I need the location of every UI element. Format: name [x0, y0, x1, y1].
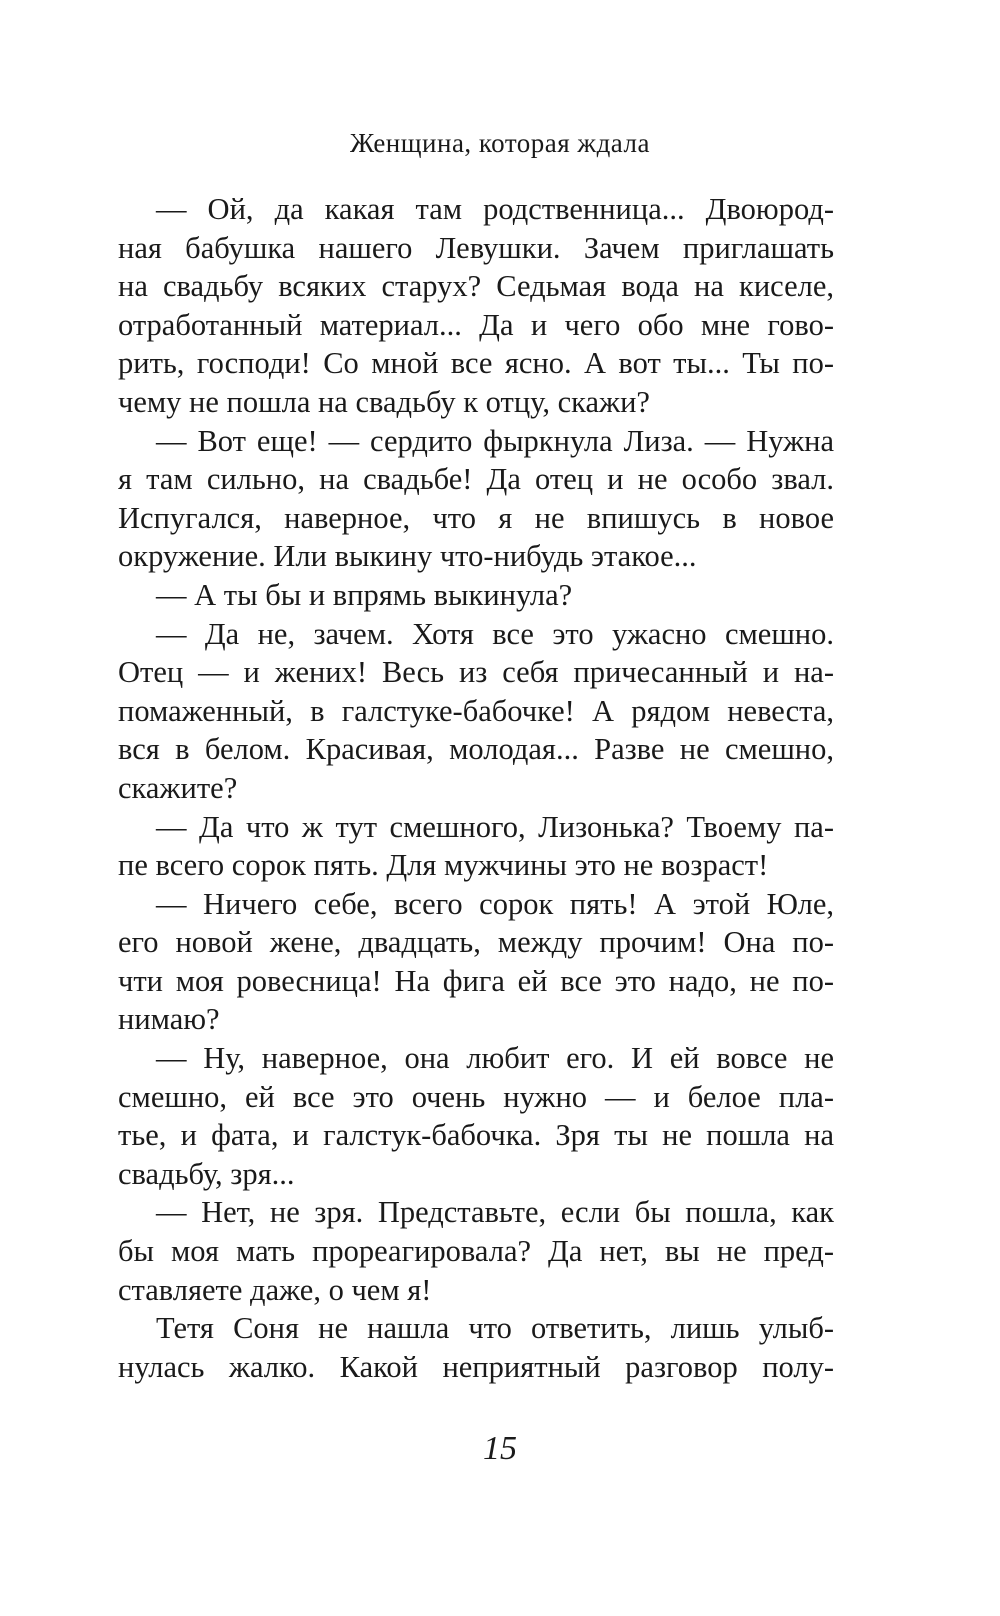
- text-line: я там сильно, на свадьбе! Да отец и не особо звал.: [118, 462, 834, 497]
- text-line: пе всего сорок пять. Для мужчины это не возраст!: [118, 848, 769, 883]
- text-line: чти моя ровесница! На фига ей все это надо, не по-: [118, 963, 834, 998]
- text-line: вся в белом. Красивая, молодая... Разве не смешно,: [118, 732, 834, 767]
- text-line: — Нет, не зря. Представьте, если бы пошла, как: [156, 1195, 834, 1230]
- text-line: свадьбу, зря...: [118, 1156, 295, 1191]
- running-header: Женщина, которая ждала: [350, 128, 650, 158]
- text-line: — А ты бы и впрямь выкинула?: [156, 577, 573, 612]
- text-line: ная бабушка нашего Левушки. Зачем приглашать: [118, 230, 834, 265]
- text-line: бы моя мать прореагировала? Да нет, вы не пред-: [118, 1234, 834, 1269]
- text-line: нимаю?: [118, 1002, 220, 1037]
- text-line: нулась жалко. Какой неприятный разговор полу-: [118, 1349, 834, 1384]
- text-line: окружение. Или выкину что-нибудь этакое...: [118, 539, 697, 574]
- text-line: его новой жене, двадцать, между прочим! Она по-: [118, 925, 834, 960]
- text-line: ставляете даже, о чем я!: [118, 1272, 432, 1307]
- text-line: Тетя Соня не нашла что ответить, лишь улыб-: [156, 1311, 834, 1346]
- text-line: отработанный материал... Да и чего обо мне гово-: [118, 307, 834, 342]
- text-line: Отец — и жених! Весь из себя причесанный и на-: [118, 655, 834, 690]
- text-line: на свадьбу всяких старух? Седьмая вода на киселе,: [118, 269, 834, 304]
- text-line: — Да не, зачем. Хотя все это ужасно смешно.: [156, 616, 834, 651]
- text-line: — Ничего себе, всего сорок пять! А этой Юле,: [156, 886, 834, 921]
- text-line: — Ну, наверное, она любит его. И ей вовсе не: [156, 1041, 834, 1076]
- text-line: — Вот еще! — сердито фыркнула Лиза. — Нужна: [156, 423, 834, 458]
- text-line: скажите?: [118, 770, 238, 805]
- text-line: тье, и фата, и галстук-бабочка. Зря ты не пошла на: [118, 1118, 834, 1153]
- text-line: помаженный, в галстуке-бабочке! А рядом невеста,: [118, 693, 834, 728]
- page-number: 15: [483, 1430, 517, 1467]
- text-line: смешно, ей все это очень нужно — и белое пла-: [118, 1079, 834, 1114]
- text-line: — Да что ж тут смешного, Лизонька? Твоему па-: [156, 809, 834, 844]
- page-body-text: [118, 190, 834, 1386]
- text-line: — Ой, да какая там родственница... Двоюрод-: [156, 192, 834, 226]
- text-line: рить, господи! Со мной все ясно. А вот ты... Ты по-: [118, 346, 834, 381]
- text-line: Испугался, наверное, что я не впишусь в новое: [118, 500, 834, 535]
- text-line: чему не пошла на свадьбу к отцу, скажи?: [118, 384, 650, 419]
